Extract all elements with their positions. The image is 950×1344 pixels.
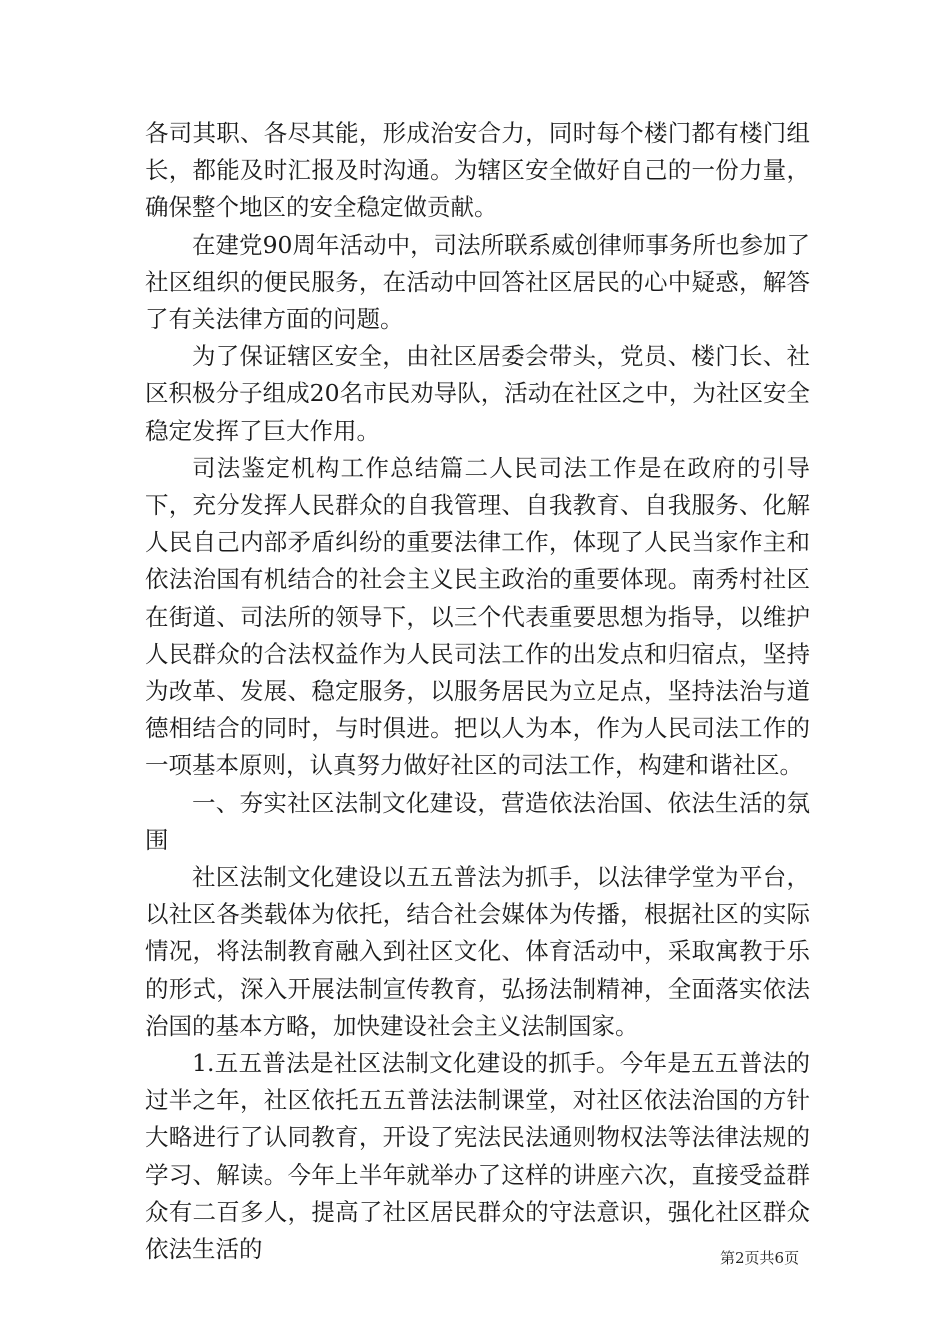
paragraph: 1.五五普法是社区法制文化建设的抓手。今年是五五普法的过半之年，社区依托五五普法法制课堂，对社区依法治国的方针大略进行了认同教育，开设了宪法民法通则物权法等法律法规的学习、解读。今年上半年就举办了这样的讲座六次，直接受益群众有二百多人，提高了社区居民群众的守法意识，强化社区群众依法生活的 <box>145 1049 810 1264</box>
document-body <box>145 115 810 1268</box>
paragraph: 社区法制文化建设以五五普法为抓手，以法律学堂为平台，以社区各类载体为依托，结合社会媒体为传播，根据社区的实际情况，将法制教育融入到社区文化、体育活动中，采取寓教于乐的形式，深入开展法制宣传教育，弘扬法制精神，全面落实依法治国的基本方略，加快建设社会主义法制国家。 <box>145 863 810 1040</box>
section-heading: 一、夯实社区法制文化建设，营造依法治国、依法生活的氛围 <box>145 788 810 854</box>
page-number: 第2页共6页 <box>720 1249 800 1267</box>
paragraph: 为了保证辖区安全，由社区居委会带头，党员、楼门长、社区积极分子组成20名市民劝导队，活动在社区之中，为社区安全稳定发挥了巨大作用。 <box>145 342 810 445</box>
paragraph: 司法鉴定机构工作总结篇二人民司法工作是在政府的引导下，充分发挥人民群众的自我管理、自我教育、自我服务、化解人民自己内部矛盾纠纷的重要法律工作，体现了人民当家作主和依法治国有机结合的社会主义民主政治的重要体现。南秀村社区在街道、司法所的领导下，以三个代表重要思想为指导，以维护人民群众的合法权益作为人民司法工作的出发点和归宿点，坚持为改革、发展、稳定服务，以服务居民为立足点，坚持法治与道德相结合的同时，与时俱进。把以人为本，作为人民司法工作的一项基本原则，认真努力做好社区的司法工作，构建和谐社区。 <box>145 453 810 780</box>
paragraph: 各司其职、各尽其能，形成治安合力，同时每个楼门都有楼门组长，都能及时汇报及时沟通。为辖区安全做好自己的一份力量，确保整个地区的安全稳定做贡献。 <box>145 119 810 222</box>
paragraph: 在建党90周年活动中，司法所联系威创律师事务所也参加了社区组织的便民服务，在活动中回答社区居民的心中疑惑，解答了有关法律方面的问题。 <box>145 230 810 334</box>
